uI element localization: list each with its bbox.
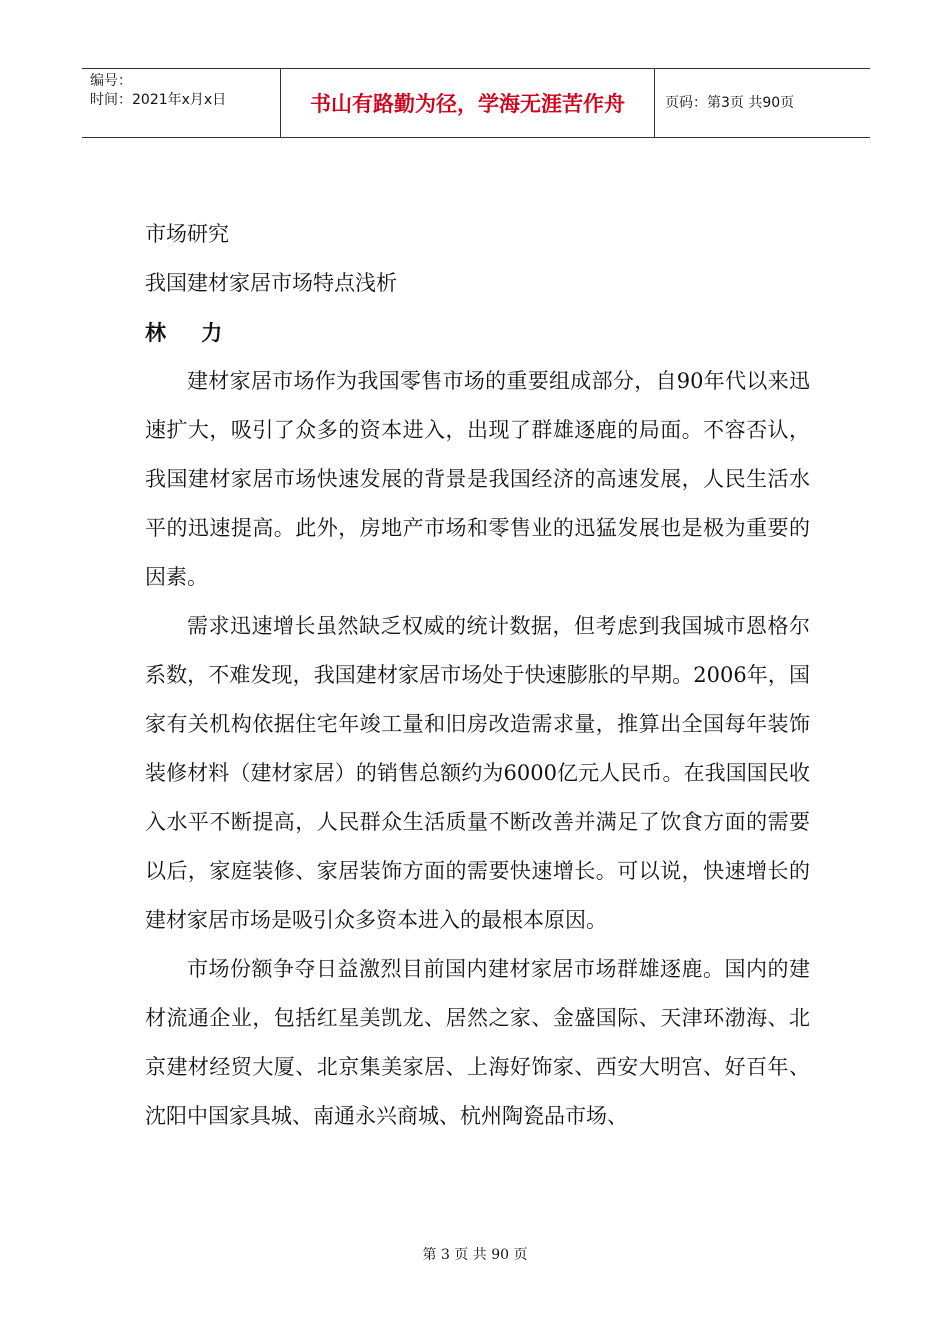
article-title: 我国建材家居市场特点浅析 [145,271,397,295]
header-motto: 书山有路勤为径，学海无涯苦作舟 [310,92,625,116]
header-meta-cell [82,69,281,137]
paragraph: 市场份额争夺日益激烈目前国内建材家居市场群雄逐鹿。国内的建材流通企业，包括红星美凯龙、居然之家、金盛国际、天津环渤海、北京建材经贸大厦、北京集美家居、上海好饰家、西安大明宫、好百年、沈阳中国家具城、南通永兴商城、杭州陶瓷品市场、 [145,957,810,1128]
paragraph: 建材家居市场作为我国零售市场的重要组成部分，自90年代以来迅速扩大，吸引了众多的资本进入，出现了群雄逐鹿的局面。不容否认，我国建材家居市场快速发展的背景是我国经济的高速发展，人民生活水平的迅速提高。此外，房地产市场和零售业的迅猛发展也是极为重要的因素。 [145,369,810,589]
article-body [145,210,810,1141]
header-motto-cell [281,69,655,137]
page-footer: 第 3 页 共 90 页 [422,1247,528,1263]
header-page-cell [655,69,870,137]
document-date-label: 时间：2021年x月x日 [90,92,227,108]
section-label: 市场研究 [145,222,229,246]
header-page-info: 页码：第3页 共90页 [665,95,795,111]
document-header [82,68,870,138]
document-number-label: 编号： [90,73,132,89]
article-author: 林 力 [145,320,237,345]
paragraph: 需求迅速增长虽然缺乏权威的统计数据，但考虑到我国城市恩格尔系数，不难发现，我国建材家居市场处于快速膨胀的早期。2006年，国家有关机构依据住宅年竣工量和旧房改造需求量，推算出全国每年装饰装修材料（建材家居）的销售总额约为6000亿元人民币。在我国国民收入水平不断提高，人民群众生活质量不断改善并满足了饮食方面的需要以后，家庭装修、家居装饰方面的需要快速增长。可以说，快速增长的建材家居市场是吸引众多资本进入的最根本原因。 [145,614,810,932]
